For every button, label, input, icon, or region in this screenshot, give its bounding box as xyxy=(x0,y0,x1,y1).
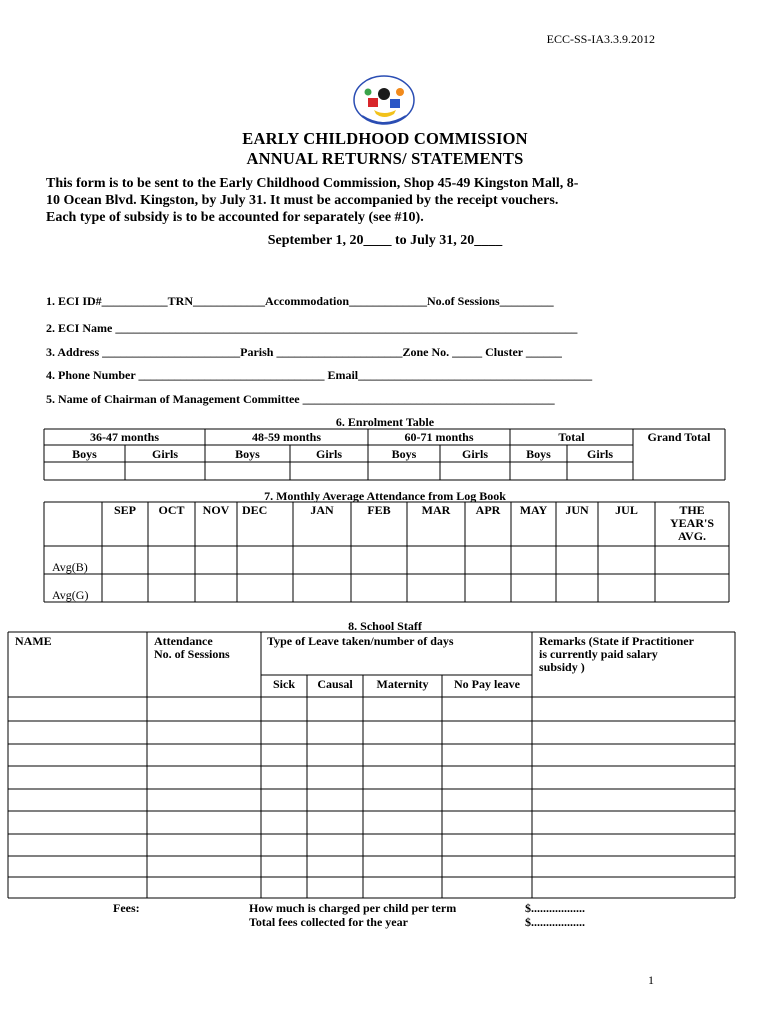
document-code: ECC-SS-IA3.3.9.2012 xyxy=(546,32,655,46)
staff-attendance-header xyxy=(154,635,230,661)
fees-label: Fees: xyxy=(113,901,140,915)
enrolment-girls-header: Girls xyxy=(152,447,178,461)
fees-per-child-amount[interactable]: $.................. xyxy=(525,901,585,915)
field-line-eci-name[interactable]: 2. ECI Name _____________________________________________________________________________ xyxy=(46,321,578,335)
month-header: MAR xyxy=(421,503,451,517)
title-line-1: EARLY CHILDHOOD COMMISSION xyxy=(242,129,528,148)
attendance-table-caption: 7. Monthly Average Attendance from Log Book xyxy=(264,489,506,503)
enrolment-girls-header: Girls xyxy=(316,447,342,461)
field-line-phone[interactable]: 4. Phone Number _______________________________ Email_______________________________________ xyxy=(46,368,593,382)
month-header: JUL xyxy=(615,503,638,517)
month-header: JUN xyxy=(565,503,589,517)
month-header: MAY xyxy=(519,503,548,517)
intro-line: Each type of subsidy is to be accounted for separately (see #10). xyxy=(46,210,424,225)
title-line-2: ANNUAL RETURNS/ STATEMENTS xyxy=(246,149,524,168)
leave-type-sick: Sick xyxy=(272,677,295,691)
enrolment-girls-header: Girls xyxy=(587,447,613,461)
enrolment-table-caption: 6. Enrolment Table xyxy=(335,415,435,429)
avg-boys-label: Avg(B) xyxy=(52,560,88,574)
field-line-address[interactable]: 3. Address _______________________Parish _____________________Zone No. _____ Cluster ______ xyxy=(46,345,562,359)
year-average-line: YEAR'S xyxy=(669,516,714,530)
month-header: NOV xyxy=(202,503,230,517)
staff-remarks-line: subsidy ) xyxy=(539,660,585,674)
enrolment-group-total: Total xyxy=(558,430,585,444)
intro-line: 10 Ocean Blvd. Kingston, by July 31. It must be accompanied by the receipt vouchers. xyxy=(46,193,559,208)
leave-type-maternity: Maternity xyxy=(376,677,429,691)
enrolment-boys-header: Boys xyxy=(391,447,417,461)
enrolment-group-60-71: 60-71 months xyxy=(404,430,474,444)
fees-per-child-label: How much is charged per child per term xyxy=(249,901,457,915)
fees-total-amount[interactable]: $.................. xyxy=(525,915,585,929)
month-header: JAN xyxy=(310,503,334,517)
year-average-line: THE xyxy=(679,503,705,517)
staff-table-caption: 8. School Staff xyxy=(348,619,422,633)
month-header: FEB xyxy=(367,503,391,517)
avg-girls-label: Avg(G) xyxy=(52,588,89,602)
fees-total-label: Total fees collected for the year xyxy=(249,915,408,929)
field-line-eci-id[interactable]: 1. ECI ID#___________TRN____________Accommodation_____________No.of Sessions_________ xyxy=(46,294,554,308)
leave-type-causal: Causal xyxy=(317,677,353,691)
intro-line: This form is to be sent to the Early Childhood Commission, Shop 45-49 Kingston Mall, 8- xyxy=(46,176,579,191)
enrolment-boys-header: Boys xyxy=(526,447,551,461)
month-header: SEP xyxy=(113,503,136,517)
staff-name-header: NAME xyxy=(15,634,52,648)
month-header: DEC xyxy=(242,503,268,517)
enrolment-grand-total: Grand Total xyxy=(647,430,711,444)
field-line-chairman[interactable]: 5. Name of Chairman of Management Committee __________________________________________ xyxy=(46,392,555,406)
staff-remarks-line: Remarks (State if Practitioner xyxy=(539,634,694,648)
reporting-period: September 1, 20____ to July 31, 20____ xyxy=(267,233,503,248)
staff-remarks-header xyxy=(539,635,694,674)
enrolment-girls-header: Girls xyxy=(462,447,488,461)
staff-attendance-line: Attendance xyxy=(154,634,213,648)
month-header: OCT xyxy=(158,503,185,517)
staff-leave-header: Type of Leave taken/number of days xyxy=(267,634,454,648)
leave-type-no-pay: No Pay leave xyxy=(454,677,520,691)
enrolment-group-48-59: 48-59 months xyxy=(251,430,321,444)
enrolment-boys-header: Boys xyxy=(72,447,97,461)
enrolment-group-36-47: 36-47 months xyxy=(89,430,159,444)
enrolment-boys-header: Boys xyxy=(235,447,260,461)
staff-attendance-line: No. of Sessions xyxy=(154,647,230,661)
staff-remarks-line: is currently paid salary xyxy=(539,647,658,661)
year-average-header xyxy=(655,504,729,543)
month-header: APR xyxy=(475,503,501,517)
year-average-line: AVG. xyxy=(677,529,707,543)
page-number: 1 xyxy=(648,973,654,987)
